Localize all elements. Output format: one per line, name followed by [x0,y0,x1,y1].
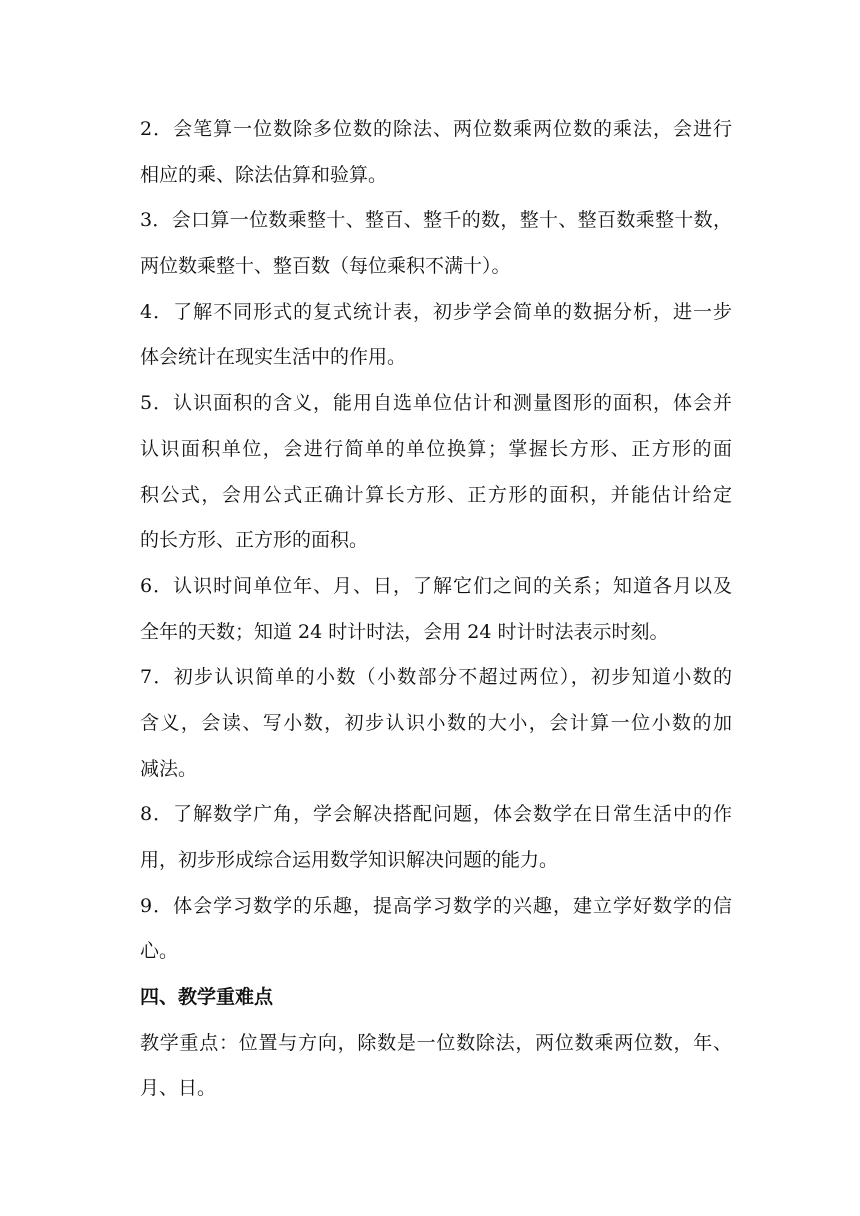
text-line: 6．认识时间单位年、月、日，了解它们之间的关系；知道各月以及 [140,574,732,597]
text-line: 减法。 [140,757,198,780]
text-line: 4．了解不同形式的复式统计表，初步学会简单的数据分析，进一步 [140,300,732,323]
text-line: 3．会口算一位数乘整十、整百、整千的数，整十、整百数乘整十数， [140,209,732,232]
text-line: 8．了解数学广角，学会解决搭配问题，体会数学在日常生活中的作 [140,803,732,826]
text-line: 的长方形、正方形的面积。 [140,529,369,552]
text-line: 月、日。 [140,1077,217,1100]
text-line: 两位数乘整十、整百数（每位乘积不满十）。 [140,255,511,278]
text-line: 9．体会学习数学的乐趣，提高学习数学的兴趣，建立学好数学的信 [140,894,732,917]
text-line: 教学重点：位置与方向，除数是一位数除法，两位数乘两位数，年、 [140,1031,732,1054]
text-line: 认识面积单位，会进行简单的单位换算；掌握长方形、正方形的面 [140,437,732,460]
text-line: 5．认识面积的含义，能用自选单位估计和测量图形的面积，体会并 [140,392,732,415]
text-line: 体会统计在现实生活中的作用。 [140,346,407,369]
text-line: 心。 [140,940,179,963]
section-heading: 四、教学重难点 [140,986,274,1009]
document-body [140,107,732,1112]
text-line: 含义，会读、写小数，初步认识小数的大小，会计算一位小数的加 [140,711,732,734]
text-line: 全年的天数；知道 24 时计时法，会用 24 时计时法表示时刻。 [140,620,669,643]
text-line: 用，初步形成综合运用数学知识解决问题的能力。 [140,849,559,871]
text-line: 7．初步认识简单的小数（小数部分不超过两位），初步知道小数的 [140,666,732,689]
text-line: 相应的乘、除法估算和验算。 [140,163,388,186]
text-line: 积公式，会用公式正确计算长方形、正方形的面积，并能估计给定 [140,483,732,506]
text-line: 2．会笔算一位数除多位数的除法、两位数乘两位数的乘法，会进行 [140,118,732,140]
